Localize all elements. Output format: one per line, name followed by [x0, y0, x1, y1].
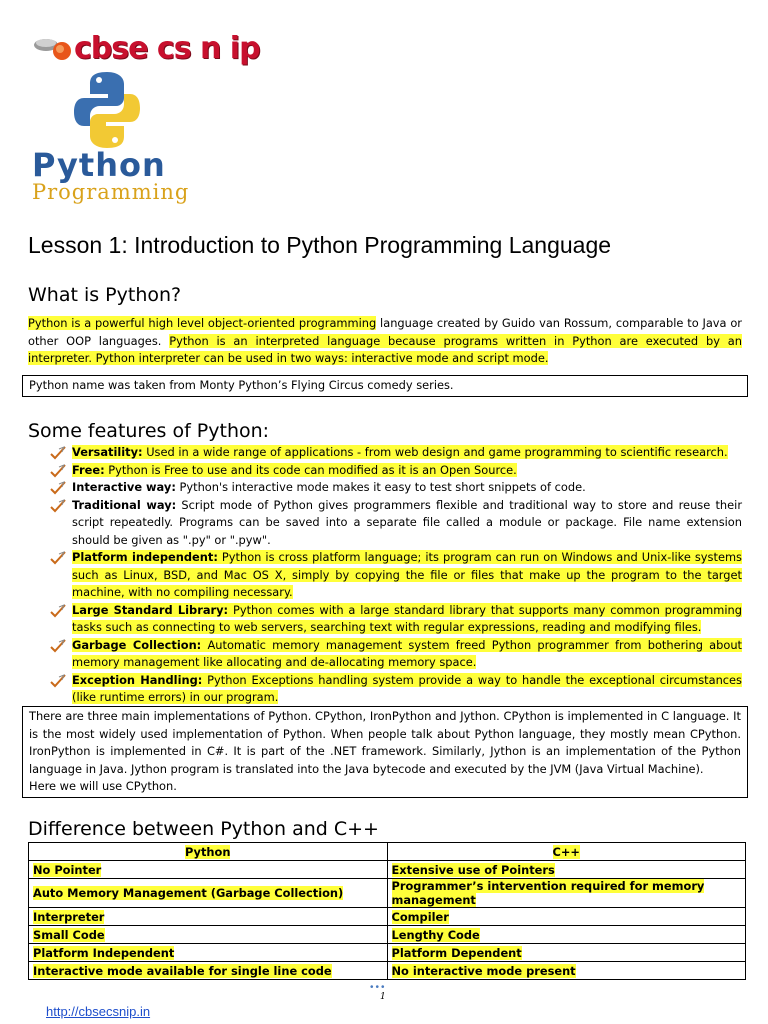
feature-text: [72, 603, 742, 635]
feature-label: Exception Handling:: [72, 672, 203, 687]
cpp-cell: Programmer’s intervention required for memory management: [387, 879, 746, 908]
checkmark-pencil-icon: [50, 551, 66, 565]
table-header-row: [29, 843, 746, 861]
body-text: language created by Guido van Rossum, comparable to Java or other OOP languages.: [28, 316, 742, 348]
feature-item: [48, 672, 742, 707]
feature-description: Script mode of Python gives programmers flexible and traditional way to store and reuse their script repeatedly. Programs can be saved into a separate file called a module or package. File name extension should be given as ".py" or ".pyw".: [72, 497, 743, 547]
column-header-python: Python: [29, 843, 388, 861]
implementations-box: [22, 706, 748, 798]
cpp-cell: Platform Dependent: [387, 944, 746, 962]
cpp-cell: Compiler: [387, 908, 746, 926]
python-cell: Interpreter: [29, 908, 388, 926]
page-number: 1: [380, 992, 386, 1002]
programming-wordmark: Programming: [32, 180, 190, 204]
feature-label: Traditional way:: [72, 497, 177, 512]
feature-text: [72, 638, 742, 670]
python-cell: Small Code: [29, 926, 388, 944]
python-cell: Platform Independent: [29, 944, 388, 962]
table-row: [29, 908, 746, 926]
python-cell: No Pointer: [29, 861, 388, 879]
page-dots-icon: •••: [370, 982, 387, 993]
python-wordmark: Python: [32, 146, 166, 184]
what-is-paragraph: [28, 315, 742, 368]
python-cell: Interactive mode available for single line code: [29, 962, 388, 980]
feature-description: Python's interactive mode makes it easy to test short snippets of code.: [175, 480, 586, 494]
checkmark-pencil-icon: [50, 604, 66, 618]
table-row: [29, 944, 746, 962]
feature-item: [48, 497, 742, 550]
checkmark-pencil-icon: [50, 464, 66, 478]
footer-website-link[interactable]: http://cbsecsnip.in: [46, 1004, 151, 1019]
feature-label: Garbage Collection:: [72, 637, 202, 652]
name-origin-note: Python name was taken from Monty Python’s Flying Circus comedy series.: [22, 375, 748, 397]
highlight-text: Python is a powerful high level object-oriented programming: [28, 316, 377, 330]
table-row: [29, 962, 746, 980]
feature-description: Python Exceptions handling system provide a way to handle the exceptional circumstances (like runtime errors) in our program.: [72, 672, 742, 704]
feature-label: Versatility:: [72, 445, 143, 459]
feature-label: Large Standard Library:: [72, 602, 229, 617]
highlight-text: Python is an interpreted language because programs written in Python are executed by an interpreter. Python interpreter can be used in two ways: interactive mode and script mode.: [28, 333, 742, 365]
features-list: [48, 444, 742, 707]
feature-description: Python is cross platform language; its program can run on Windows and Unix-like systems such as Linux, BSD, and Mac OS X, simply by copying the file or files that make up the program to the target machine, with no compiling necessary.: [72, 550, 742, 599]
cpp-cell: Extensive use of Pointers: [387, 861, 746, 879]
mouse-logo-icon: [32, 33, 72, 63]
checkmark-pencil-icon: [50, 481, 66, 495]
column-header-cpp: C++: [387, 843, 746, 861]
table-row: [29, 861, 746, 879]
checkmark-pencil-icon: [50, 446, 66, 460]
feature-label: Interactive way:: [72, 480, 176, 494]
feature-item: [48, 479, 742, 497]
feature-item: [48, 549, 742, 602]
feature-text: [72, 550, 742, 599]
feature-item: [48, 462, 742, 480]
feature-description: Used in a wide range of applications - from web design and game programming to scientific research.: [142, 445, 728, 459]
feature-item: [48, 637, 742, 672]
lesson-title: Lesson 1: Introduction to Python Programming Language: [28, 232, 612, 258]
feature-item: [48, 444, 742, 462]
checkmark-pencil-icon: [50, 499, 66, 513]
site-logo: [32, 28, 260, 68]
checkmark-pencil-icon: [50, 639, 66, 653]
difference-heading: Difference between Python and C++: [28, 818, 379, 840]
python-cell: Auto Memory Management (Garbage Collection): [29, 879, 388, 908]
table-row: [29, 926, 746, 944]
table-row: [29, 879, 746, 908]
python-logo-icon: [74, 70, 140, 150]
feature-description: Automatic memory management system freed Python programmer from bothering about memory management like allocating and de-allocating memory space.: [72, 637, 743, 669]
here-we-text: Here we will use CPython.: [29, 779, 177, 793]
feature-label: Platform independent:: [72, 550, 218, 564]
cpp-cell: Lengthy Code: [387, 926, 746, 944]
feature-description: Python comes with a large standard library that supports many common programming tasks such as connecting to web servers, searching text with regular expressions, reading and modifying files.: [72, 602, 742, 634]
feature-text: [72, 445, 728, 459]
difference-table: [28, 842, 746, 980]
feature-text: [72, 498, 742, 547]
cpp-cell: No interactive mode present: [387, 962, 746, 980]
feature-text: [72, 673, 742, 705]
feature-label: Free:: [72, 462, 105, 477]
implementations-text: There are three main implementations of Python. CPython, IronPython and Jython. CPython is implemented in C language. It is the most widely used implementation of Python. When people talk about Python language, they mostly mean CPython. IronPython is implemented in C#. It is part of the .NET framework. Similarly, Jython is an implementation of the Python language in Java. Jython program is translated into the Java bytecode and executed by the JVM (Java Virtual Machine).: [29, 709, 741, 776]
feature-text: [72, 463, 517, 477]
feature-description: Python is Free to use and its code can modified as it is an Open Source.: [104, 462, 517, 477]
what-is-heading: What is Python?: [28, 284, 182, 306]
feature-item: [48, 602, 742, 637]
checkmark-pencil-icon: [50, 674, 66, 688]
feature-text: [72, 480, 586, 494]
features-heading: Some features of Python:: [28, 420, 270, 442]
logo-text: cbse cs n ip: [74, 30, 260, 66]
